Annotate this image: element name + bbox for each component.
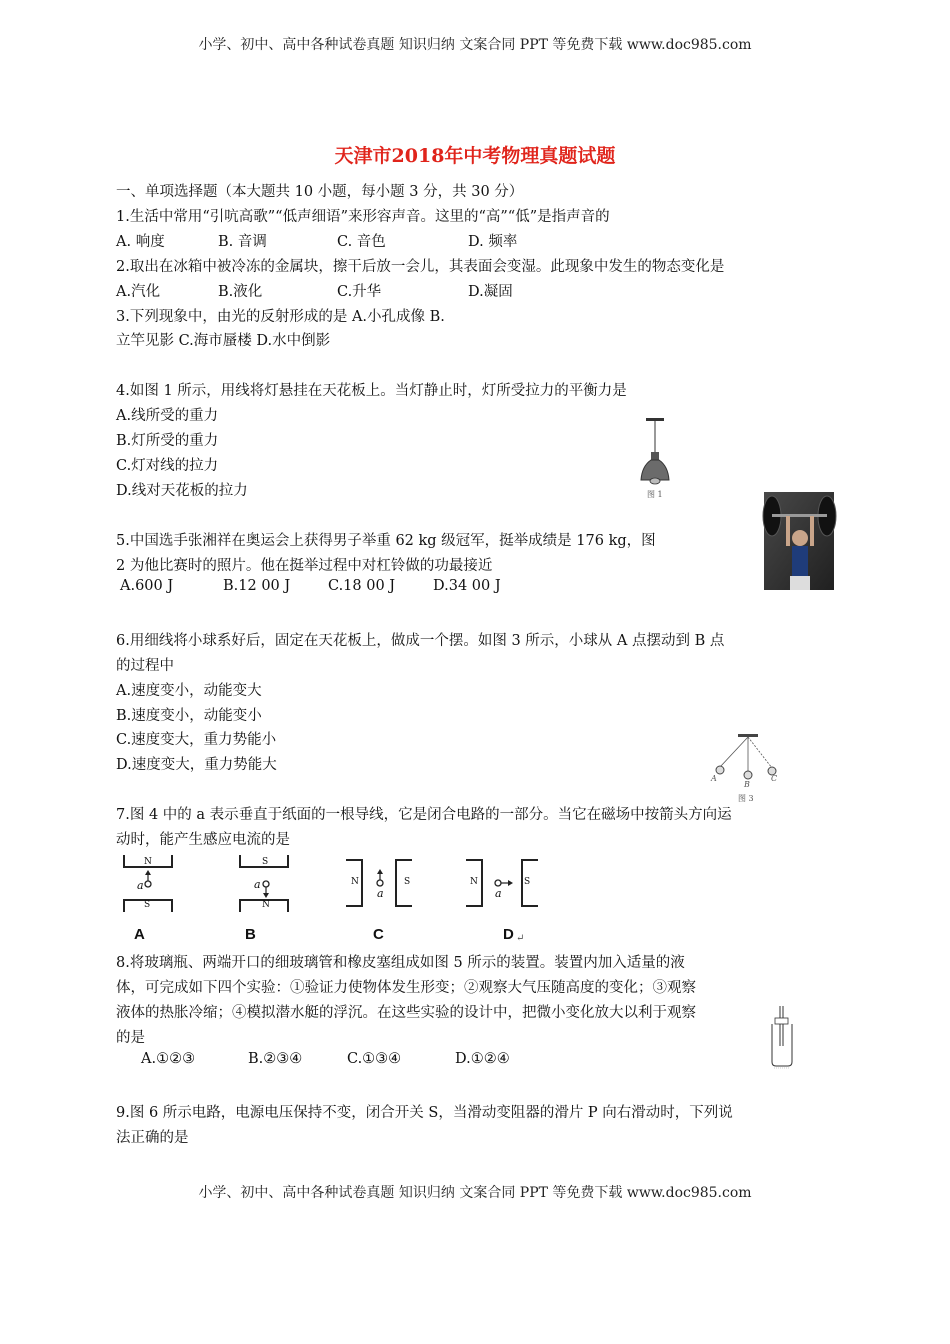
q6-option-b: B.速度变小，动能变小 [116, 708, 262, 724]
q6-option-d: D.速度变大，重力势能大 [116, 757, 277, 773]
q2-option-c: C.升华 [337, 284, 382, 300]
q2-option-b: B.液化 [218, 284, 263, 300]
q1-stem: 1.生活中常用“引吭高歌”“低声细语”来形容声音。这里的“高”“低”是指声音的 [116, 209, 610, 225]
q2-stem: 2.取出在冰箱中被冷冻的金属块，擦干后放一会儿，其表面会变湿。此现象中发生的物态变化是 [116, 259, 725, 275]
q1-option-b: B. 音调 [218, 234, 267, 250]
q6-line1: 6.用细线将小球系好后，固定在天花板上，做成一个摆。如图 3 所示，小球从 A 点摆动到 B 点 [116, 633, 725, 649]
q5-option-a: A.600 J [120, 578, 174, 594]
fig4-d-pole-right: S [524, 877, 531, 887]
q3-line2: 立竿见影 C.海市蜃楼 D.水中倒影 [116, 333, 331, 349]
fig4-b-pole-bottom: N [262, 900, 270, 910]
q1-option-c: C. 音色 [337, 234, 386, 250]
figure-3-caption: 图 3 [738, 794, 754, 803]
fig4-label-d: D [503, 926, 514, 943]
q4-option-b: B.灯所受的重力 [116, 433, 219, 449]
pendulum-ball-a [716, 766, 724, 774]
q8-option-c: C.①③④ [347, 1051, 402, 1067]
fig4-c-wire-label: a [377, 887, 384, 900]
page-title: 天津市2018年中考物理真题试题 [334, 145, 616, 167]
q4-option-d: D.线对天花板的拉力 [116, 483, 248, 499]
q8-line3: 液体的热胀冷缩；④模拟潜水艇的浮沉。在这些实验的设计中，把微小变化放大以利于观察 [116, 1005, 696, 1021]
figure-3-pendulum [710, 734, 790, 784]
fig4-d-wire-label: a [495, 887, 502, 900]
q1-option-d: D. 频率 [468, 234, 518, 250]
fig4-label-b: B [245, 926, 256, 943]
fig4-b-wire-label: a [254, 878, 261, 891]
q6-option-a: A.速度变小，动能变大 [116, 683, 262, 699]
q9-line2: 法正确的是 [116, 1130, 189, 1146]
q5-option-c: C.18 00 J [328, 578, 396, 594]
pendulum-ball-b [744, 771, 752, 779]
q8-line1: 8.将玻璃瓶、两端开口的细玻璃管和橡皮塞组成如图 5 所示的装置。装置内加入适量的液 [116, 955, 685, 971]
fig4-a-wire-label: a [137, 879, 144, 892]
q6-option-c: C.速度变大，重力势能小 [116, 732, 277, 748]
pendulum-label-c: C [771, 774, 778, 783]
page-footer: 小学、初中、高中各种试卷真题 知识归纳 文案合同 PPT 等免费下载 www.doc985.com [198, 1185, 752, 1201]
q7-line2: 动时，能产生感应电流的是 [116, 832, 290, 848]
figure-2-weightlifter-photo [764, 492, 834, 590]
page-header: 小学、初中、高中各种试卷真题 知识归纳 文案合同 PPT 等免费下载 www.doc985.com [198, 37, 752, 53]
q1-option-a: A. 响度 [116, 234, 165, 250]
paragraph-return-mark-icon: ↵ [516, 933, 525, 944]
fig4-label-a: A [134, 926, 145, 943]
q8-option-b: B.②③④ [248, 1051, 303, 1067]
pendulum-label-b: B [744, 780, 750, 789]
pendulum-label-a: A [711, 774, 717, 783]
q5-line2: 2 为他比赛时的照片。他在挺举过程中对杠铃做的功最接近 [116, 558, 493, 574]
q6-line2: 的过程中 [116, 658, 174, 674]
fig4-a-pole-top: N [144, 857, 152, 867]
figure-5-bottle-apparatus [762, 1006, 802, 1070]
q2-option-d: D.凝固 [468, 284, 513, 300]
fig4-label-c: C [373, 926, 384, 943]
q3-line1: 3.下列现象中，由光的反射形成的是 A.小孔成像 B. [116, 309, 445, 325]
q7-line1: 7.图 4 中的 a 表示垂直于纸面的一根导线，它是闭合电路的一部分。当它在磁场中按箭头方向运 [116, 807, 732, 823]
fig4-b-pole-top: S [262, 857, 269, 867]
q5-option-d: D.34 00 J [433, 578, 501, 594]
fig4-c-pole-left: N [351, 877, 359, 887]
figure-1-caption: 图 1 [647, 490, 663, 499]
q2-option-a: A.汽化 [116, 284, 161, 300]
q5-line1: 5.中国选手张湘祥在奥运会上获得男子举重 62 kg 级冠军，挺举成绩是 176 kg，图 [116, 533, 656, 549]
q9-line1: 9.图 6 所示电路，电源电压保持不变，闭合开关 S，当滑动变阻器的滑片 P 向右滑动时，下列说 [116, 1105, 733, 1121]
q8-option-d: D.①②④ [455, 1051, 510, 1067]
q4-option-c: C.灯对线的拉力 [116, 458, 219, 474]
q8-option-a: A.①②③ [141, 1051, 196, 1067]
q8-line2: 体，可完成如下四个实验：①验证力使物体发生形变；②观察大气压随高度的变化；③观察 [116, 980, 696, 996]
fig4-d-pole-left: N [470, 877, 478, 887]
q8-line4: 的是 [116, 1030, 145, 1046]
section-heading: 一、单项选择题（本大题共 10 小题，每小题 3 分，共 30 分） [116, 184, 524, 200]
q4-stem: 4.如图 1 所示，用线将灯悬挂在天花板上。当灯静止时，灯所受拉力的平衡力是 [116, 383, 627, 399]
q4-option-a: A.线所受的重力 [116, 408, 219, 424]
fig4-a-pole-bottom: S [144, 900, 151, 910]
fig4-c-pole-right: S [404, 877, 411, 887]
q5-option-b: B.12 00 J [223, 578, 291, 594]
